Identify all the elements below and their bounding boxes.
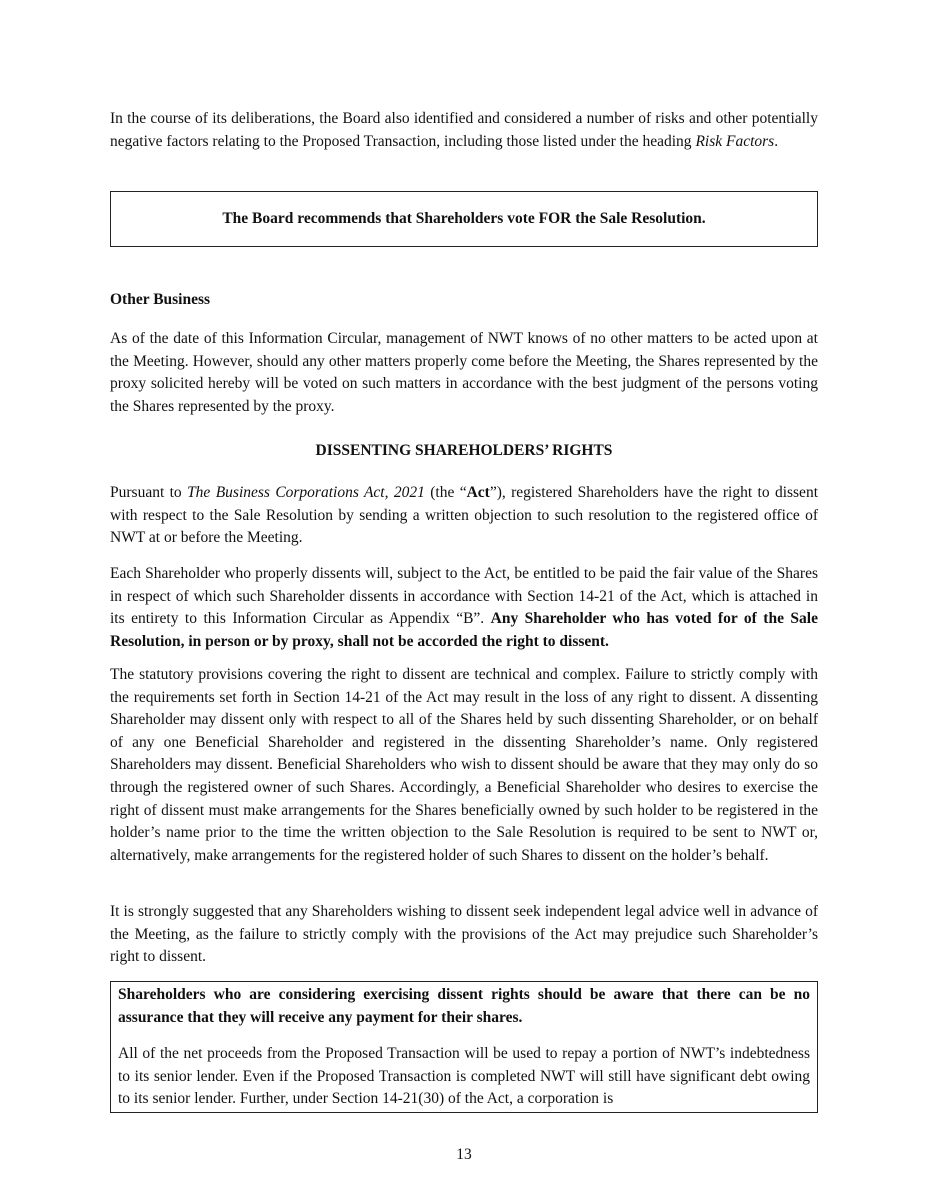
dissent-paragraph-4: It is strongly suggested that any Shareholders wishing to dissent seek independent legal advice well in advance of the Meeting, as the failure to strictly comply with the provisions of the Act may prejudice such Shareholder’s right to dissent. [110,903,818,966]
dissent-heading: DISSENTING SHAREHOLDERS’ RIGHTS [315,442,613,459]
warning-box-text: All of the net proceeds from the Proposed Transaction will be used to repay a portion of NWT’s indebtedness to its senior lender. Even if the Proposed Transaction is completed NWT will still have significant debt owing to its senior lender. Further, under Section 14-21(30) of the Act, a corporation is [118,1045,810,1108]
other-business-heading: Other Business [110,291,211,308]
recommendation-text: The Board recommends that Shareholders vote FOR the Sale Resolution. [222,210,706,227]
dissent-paragraph-2: Each Shareholder who properly dissents will, subject to the Act, be entitled to be paid the fair value of the Shares in respect of which such Shareholder dissents in accordance with Section 14-21 of the Act, which is attached in its entirety to this Information Circular as Appendix “B”. Any Shareholder who has voted for of the Sale Resolution, in person or by proxy, shall not be accorded the right to dissent. [110,565,818,650]
recommendation-box [110,191,818,247]
page-number: 13 [456,1146,472,1163]
risk-factors-reference: Risk Factors [695,132,775,150]
warning-box-bold: Shareholders who are considering exercising dissent rights should be aware that there can be no assurance that they will receive any payment for their shares. [118,986,810,1026]
dissent-paragraph-3: The statutory provisions covering the right to dissent are technical and complex. Failure to strictly comply with the requirements set forth in Section 14-21 of the Act may result in the loss of any right to dissent. A dissenting Shareholder may dissent only with respect to all of the Shares held by such dissenting Shareholder, or on behalf of any one Beneficial Shareholder and registered in the dissenting Shareholder’s name. Only registered Shareholders may dissent. Beneficial Shareholders who wish to dissent should be aware that they may only do so through the registered owner of such Shares. Accordingly, a Beneficial Shareholder who desires to exercise the right of dissent must make arrangements for the Shares beneficially owned by such holder to be registered in the holder’s name prior to the time the written objection to the Sale Resolution is required to be sent to NWT or, alternatively, make arrangements for the registered holder of such Shares to dissent on the holder’s behalf. [110,666,818,864]
dissent-paragraph-1: Pursuant to The Business Corporations Act, 2021 (the “Act”), registered Shareholders have the right to dissent with respect to the Sale Resolution by sending a written objection to such resolution to the registered office of NWT at or before the Meeting. [110,484,818,547]
intro-paragraph: In the course of its deliberations, the Board also identified and considered a number of risks and other potentially negative factors relating to the Proposed Transaction, including those listed under the heading Risk Factors. [110,110,818,150]
other-business-paragraph: As of the date of this Information Circular, management of NWT knows of no other matters to be acted upon at the Meeting. However, should any other matters properly come before the Meeting, the Shares represented by the proxy solicited hereby will be voted on such matters in accordance with the best judgment of the persons voting the Shares represented by the proxy. [110,330,818,415]
